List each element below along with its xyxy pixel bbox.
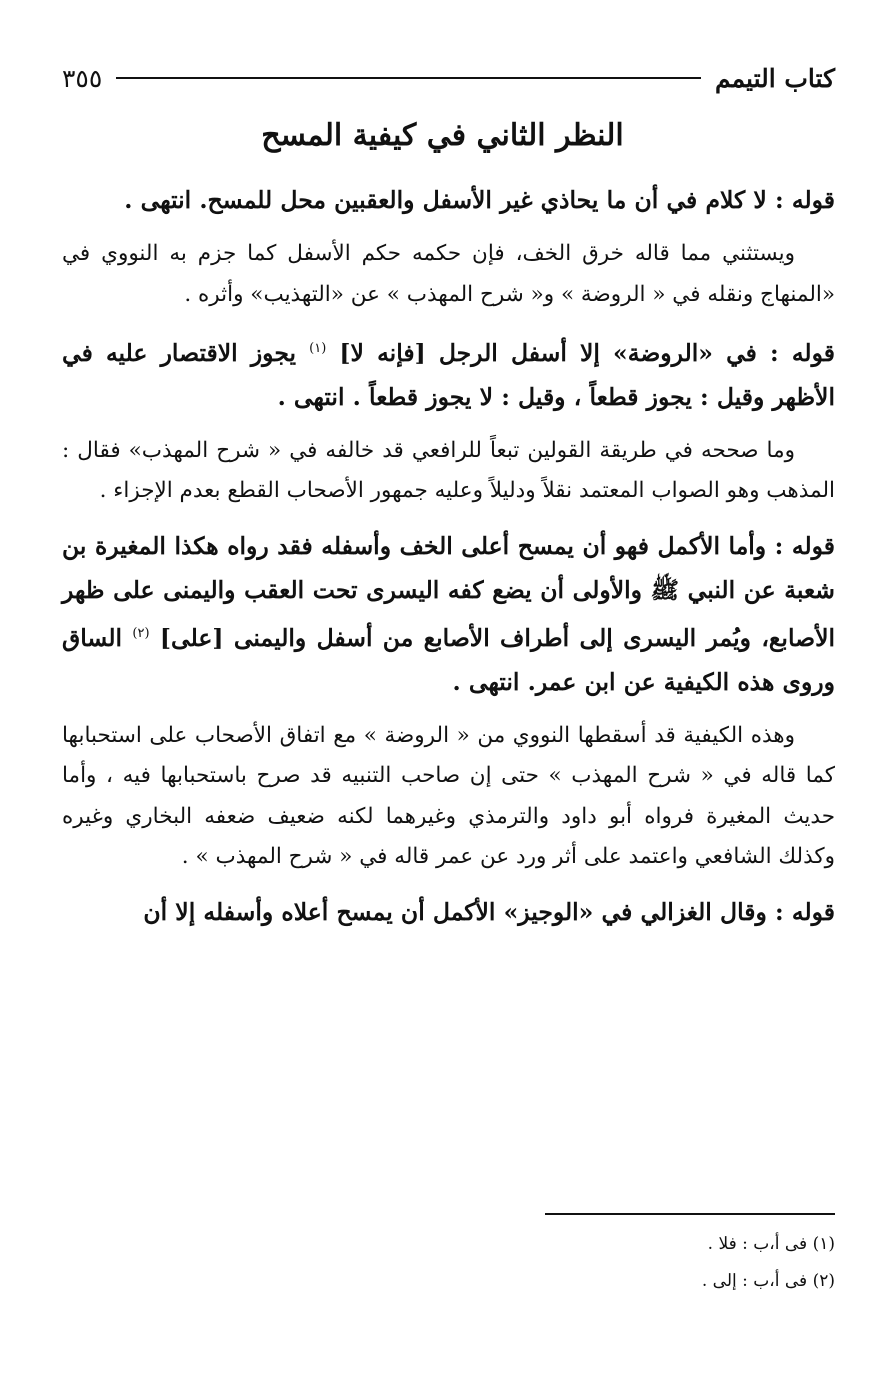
footnotes [300,1226,835,1300]
quote-text: قوله : وأما الأكمل فهو أن يمسح أعلى الخف وأسفله فقد رواه هكذا المغيرة بن شعبة عن النبي ﷺ والأولى أن يضع كفه اليسرى تحت العقب واليمنى على ظهر الأصابع، ويُمر اليسرى إلى أطراف الأصابع من أسفل واليمنى [على] [62,531,835,652]
footnote-separator [545,1213,835,1215]
commentary-text: وما صححه في طريقة القولين تبعاً للرافعي قد خالفه في « شرح المهذب» فقال : المذهب وهو الصواب المعتمد نقلاً ودليلاً وعليه جمهور الأصحاب القطع بعدم الإجزاء . [62,437,835,504]
header-rule [116,77,701,79]
quote-text: قوله : في «الروضة» إلا أسفل الرجل [فإنه لا] [339,338,835,367]
running-header [62,58,835,98]
book-title: كتاب التيمم [714,63,835,93]
footnote-marker[interactable]: (٢) [132,625,150,641]
commentary-paragraph [62,716,835,878]
quote-paragraph [62,327,835,419]
page-body [62,178,835,934]
footnote-item: (٢) فى أ،ب : إلى . [701,1271,835,1291]
quote-text: قوله : وقال الغزالي في «الوجيز» الأكمل أن يمسح أعلاه وأسفله إلا أن [143,897,835,926]
footnote-marker[interactable]: (١) [309,341,327,356]
commentary-text: ويستثني مما قاله خرق الخف، فإن حكمه حكم الأسفل كما جزم به النووي في «المنهاج ونقله في « الروضة » و« شرح المهذب » عن «التهذيب» وأثره . [62,241,835,307]
quote-paragraph [62,178,835,222]
commentary-paragraph [62,234,835,315]
quote-paragraph [62,890,835,934]
footnote-item: (١) فى أ،ب : فلا . [707,1234,835,1254]
quote-text: يجوز الاقتصار عليه في الأظهر وقيل : يجوز قطعاً ، وقيل : لا يجوز قطعاً . انتهى . [62,338,835,411]
commentary-text: وهذه الكيفية قد أسقطها النووي من « الروضة » مع اتفاق الأصحاب على استحبابها كما قاله في « شرح المهذب » حتى إن صاحب التنبيه قد صرح باستحبابها فيه ، وأما حديث المغيرة فرواه أبو داود والترمذي وغيرهما لكنه ضعيف ضعفه البخاري وغيره وكذلك الشافعي واعتمد على أثر ورد عن عمر قاله في « شرح المهذب » . [62,722,835,870]
page-number: ٣٥٥ [62,63,103,93]
commentary-paragraph [62,431,835,512]
quote-text: قوله : لا كلام في أن ما يحاذي غير الأسفل والعقبين محل للمسح. انتهى . [124,186,835,214]
section-title: النظر الثاني في كيفية المسح [261,118,624,153]
quote-text: الساق وروى هذه الكيفية عن ابن عمر. انتهى . [62,623,835,696]
quote-paragraph [62,524,835,704]
